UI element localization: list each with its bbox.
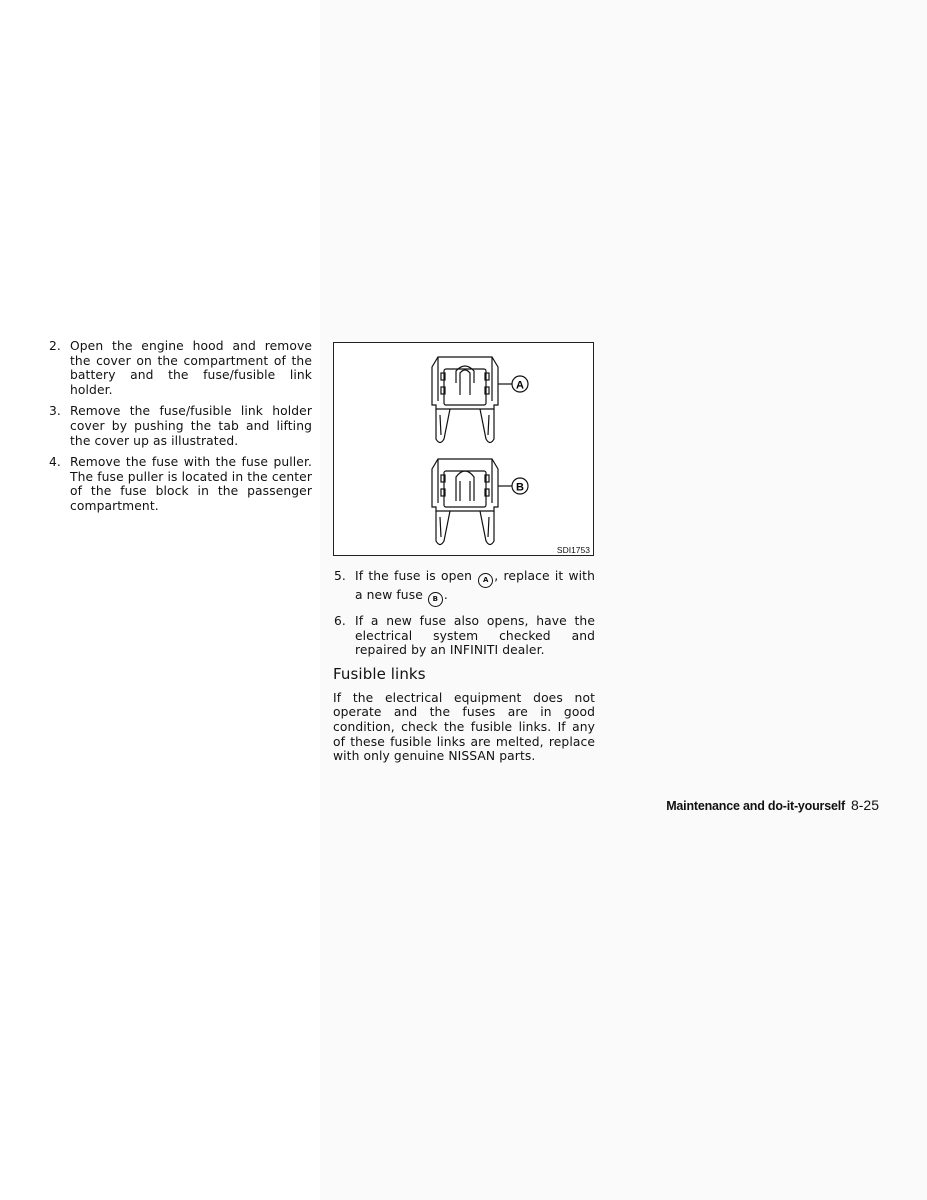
- fuse-illustration: [333, 342, 594, 556]
- page-footer: [666, 797, 879, 813]
- fuse-open-drawing: [432, 459, 528, 545]
- step-2: [48, 339, 312, 397]
- step-text-before: If the fuse is open: [355, 569, 473, 583]
- step-number: 6.: [334, 614, 346, 628]
- left-column: [48, 339, 312, 521]
- right-column: [333, 569, 595, 764]
- fusible-links-paragraph: If the electrical equipment does not operate and the fuses are in good condition, check the fusible links. If any of these fusible links are melted, replace with only genuine NISSAN parts.: [333, 690, 595, 764]
- section-title: Maintenance and do-it-yourself: [666, 799, 845, 813]
- step-text: Remove the fuse with the fuse puller. The fuse puller is located in the center of the fuse block in the passenger compartment.: [70, 455, 312, 513]
- marker-b: B: [428, 592, 443, 607]
- figure-code: SDI1753: [556, 545, 590, 555]
- step-5: [333, 569, 595, 607]
- page-number: 8-25: [850, 797, 879, 813]
- step-3: [48, 404, 312, 448]
- step-text: Remove the fuse/fusible link holder cover by pushing the tab and lifting the cover up as illustrated.: [70, 404, 312, 448]
- step-text-middle: , replace it with a new fuse: [355, 569, 595, 602]
- step-text: If a new fuse also opens, have the electrical system checked and repaired by an INFINITI dealer.: [355, 614, 595, 658]
- step-text: Open the engine hood and remove the cover on the compartment of the battery and the fuse/fusible link holder.: [70, 339, 312, 397]
- fuse-intact-drawing: [432, 357, 528, 443]
- label-b: B: [516, 481, 524, 494]
- step-text-after: .: [443, 588, 448, 602]
- section-heading: Fusible links: [333, 664, 426, 683]
- label-a: A: [516, 379, 524, 392]
- step-number: 3.: [49, 404, 61, 419]
- marker-a: A: [478, 573, 493, 588]
- step-number: 4.: [49, 455, 61, 470]
- fuse-diagram: [334, 343, 593, 555]
- step-number: 5.: [334, 569, 346, 583]
- step-number: 2.: [49, 339, 61, 353]
- step-6: [333, 614, 595, 658]
- step-4: [48, 455, 312, 513]
